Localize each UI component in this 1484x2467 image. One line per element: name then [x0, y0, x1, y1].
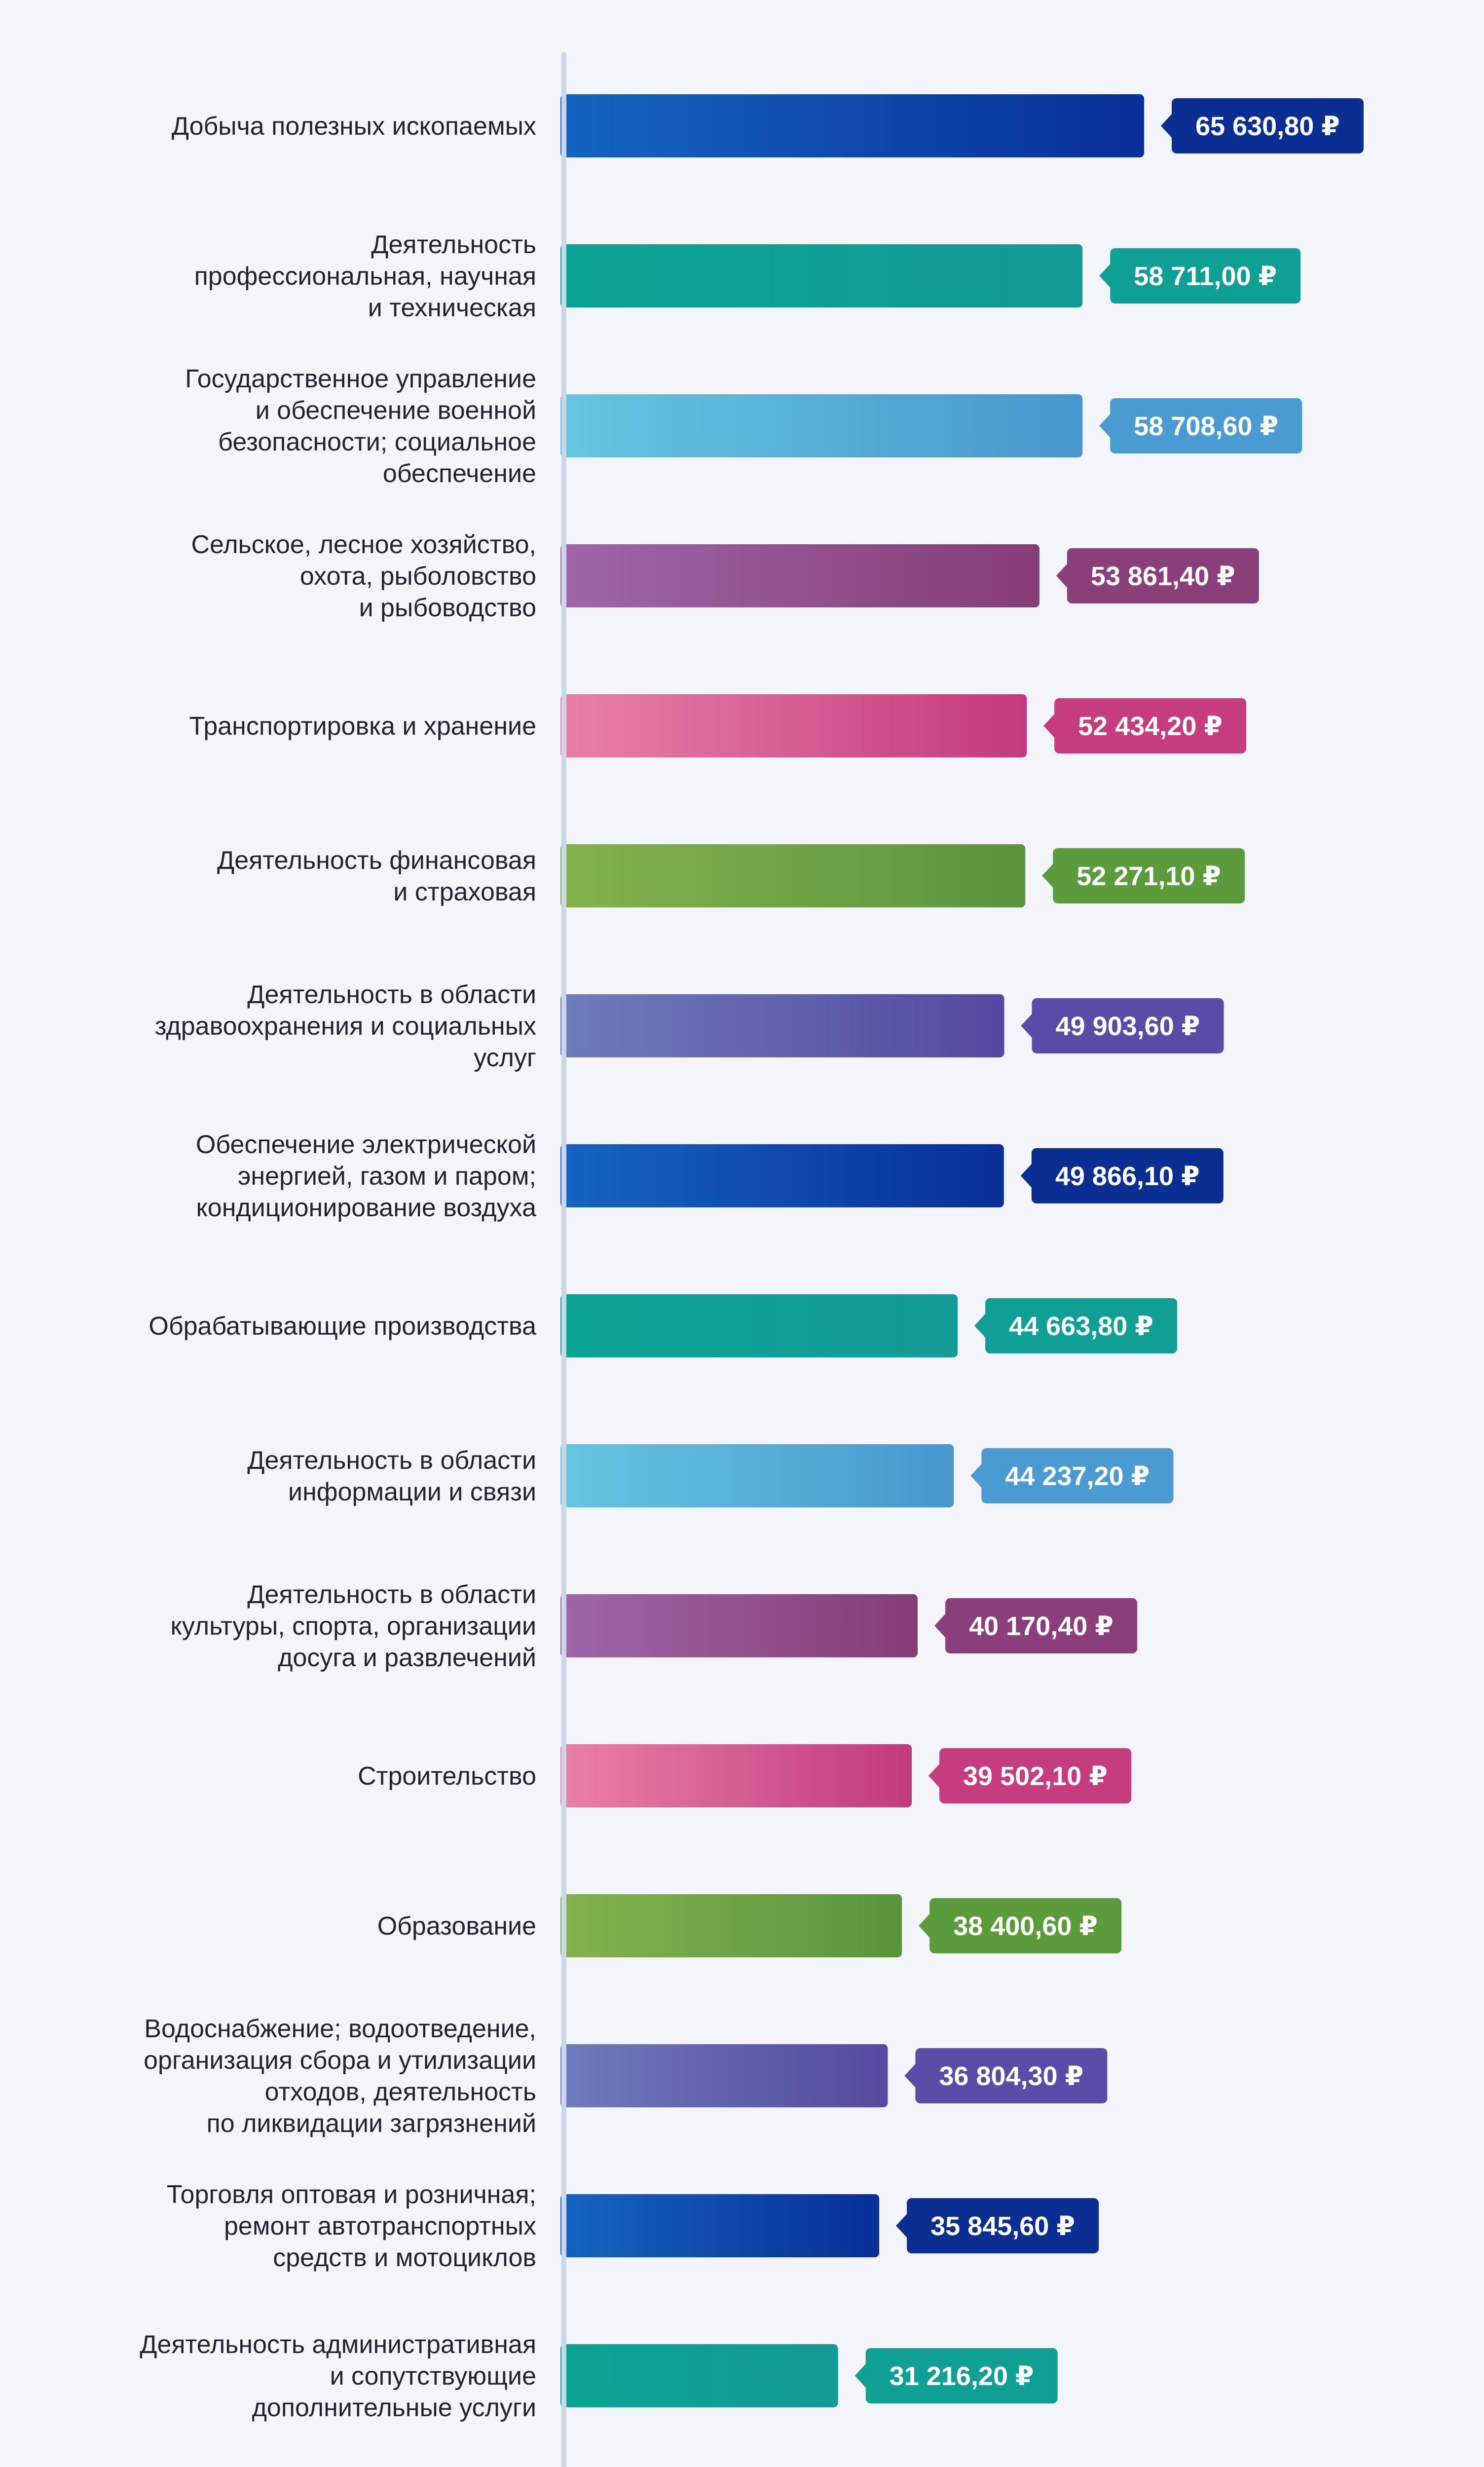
category-label: Торговля оптовая и розничная; ремонт автотранспортных средств и мотоциклов: [166, 2180, 536, 2272]
bar: [560, 844, 1025, 907]
category-label: Транспортировка и хранение: [189, 712, 536, 741]
value-tag: [1161, 98, 1364, 153]
value-label: 44 663,80 ₽: [1009, 1311, 1153, 1341]
value-tag-pointer: [1099, 413, 1111, 439]
bar: [560, 2344, 838, 2407]
bar-row: [358, 1744, 1131, 1807]
bar-row: [377, 1894, 1121, 1957]
value-tag: [928, 1748, 1131, 1803]
value-tag-pointer: [1043, 713, 1055, 739]
value-tag-pointer: [928, 1763, 940, 1789]
value-tag: [1099, 248, 1300, 303]
value-label: 40 170,40 ₽: [969, 1611, 1113, 1641]
category-label: Деятельность в области здравоохранения и социальных услуг: [154, 980, 536, 1072]
value-tag: [855, 2348, 1058, 2403]
value-label: 44 237,20 ₽: [1005, 1461, 1150, 1491]
bar: [560, 544, 1039, 607]
value-tag-pointer: [1021, 1013, 1033, 1039]
bar: [560, 1894, 902, 1957]
bar: [560, 1744, 912, 1807]
value-label: 52 434,20 ₽: [1078, 711, 1223, 741]
value-tag-pointer: [904, 2063, 916, 2089]
value-tag: [934, 1598, 1137, 1653]
value-tag: [1021, 998, 1224, 1053]
bar: [560, 1294, 958, 1357]
value-label: 38 400,60 ₽: [953, 1911, 1098, 1941]
bar-row: [140, 2330, 1057, 2422]
bar: [560, 1444, 954, 1507]
value-tag-pointer: [1161, 113, 1173, 139]
value-label: 58 708,60 ₽: [1134, 411, 1279, 441]
value-tag-pointer: [896, 2213, 908, 2239]
bar: [560, 244, 1082, 307]
bar: [560, 94, 1144, 157]
value-tag: [1099, 398, 1302, 453]
value-tag: [970, 1448, 1173, 1503]
value-label: 58 711,00 ₽: [1134, 262, 1277, 291]
category-label: Водоснабжение; водоотведение, организация сбора и утилизации отходов, деятельность по ликвидации загрязнений: [144, 2015, 536, 2138]
bar-row: [189, 694, 1247, 757]
bar-row: [144, 2015, 1107, 2138]
category-label: Деятельность профессиональная, научная и техническая: [194, 230, 536, 322]
bar-row: [172, 94, 1364, 157]
category-label: Деятельность финансовая и страховая: [217, 846, 536, 906]
category-label: Сельское, лесное хозяйство, охота, рыболовство и рыбоводство: [191, 530, 536, 622]
category-label: Строительство: [358, 1762, 536, 1791]
bar: [560, 1594, 918, 1657]
bar-row: [171, 1580, 1138, 1672]
value-tag: [1021, 1148, 1224, 1203]
value-tag: [1056, 548, 1259, 603]
category-label: Деятельность в области культуры, спорта, организации досуга и развлечений: [170, 1580, 536, 1672]
value-tag-pointer: [974, 1313, 986, 1339]
bars-layer: [140, 94, 1364, 2467]
value-tag-pointer: [855, 2363, 867, 2389]
bar: [560, 994, 1004, 1057]
value-tag-pointer: [1056, 563, 1068, 589]
bar-row: [185, 365, 1302, 488]
bar-row: [191, 530, 1259, 622]
bar: [560, 1144, 1004, 1207]
bar-row: [167, 2180, 1099, 2272]
value-tag-pointer: [934, 1613, 946, 1639]
bar-row: [247, 1444, 1173, 1507]
value-tag-pointer: [1021, 1163, 1033, 1189]
bar: [560, 2044, 888, 2107]
bar-row: [217, 844, 1245, 907]
bar: [560, 694, 1027, 757]
value-tag: [896, 2198, 1099, 2253]
value-label: 53 861,40 ₽: [1090, 561, 1235, 591]
value-tag: [1042, 848, 1245, 903]
value-tag-pointer: [970, 1463, 982, 1489]
bar-row: [194, 230, 1301, 322]
bar-row: [148, 1294, 1177, 1357]
bar: [560, 2194, 879, 2257]
value-tag-pointer: [919, 1913, 930, 1939]
value-tag: [919, 1898, 1121, 1953]
value-label: 31 216,20 ₽: [889, 2361, 1034, 2391]
value-tag: [1043, 698, 1246, 753]
value-tag-pointer: [1099, 263, 1111, 289]
category-label: Обеспечение электрической энергией, газом и паром; кондиционирование воздуха: [195, 1130, 536, 1222]
bar-row: [196, 1130, 1224, 1222]
value-tag: [974, 1298, 1177, 1353]
value-tag-pointer: [1042, 863, 1054, 889]
value-label: 36 804,30 ₽: [939, 2061, 1084, 2091]
category-label: Деятельность административная и сопутствующие дополнительные услуги: [140, 2330, 536, 2422]
value-label: 49 903,60 ₽: [1055, 1011, 1200, 1041]
value-label: 39 502,10 ₽: [963, 1761, 1108, 1791]
value-label: 49 866,10 ₽: [1055, 1161, 1200, 1191]
value-label: 52 271,10 ₽: [1076, 861, 1222, 891]
bar-row: [155, 980, 1224, 1072]
category-label: Деятельность в области информации и связи: [247, 1446, 536, 1506]
value-label: 65 630,80 ₽: [1195, 112, 1340, 141]
value-label: 35 845,60 ₽: [930, 2211, 1075, 2241]
value-tag: [904, 2048, 1107, 2103]
bar: [560, 394, 1082, 457]
category-label: Добыча полезных ископаемых: [171, 112, 536, 141]
category-label: Образование: [377, 1912, 536, 1941]
category-label: Государственное управление и обеспечение военной безопасности; социальное обеспечение: [185, 365, 536, 488]
category-label: Обрабатывающие производства: [148, 1312, 536, 1341]
